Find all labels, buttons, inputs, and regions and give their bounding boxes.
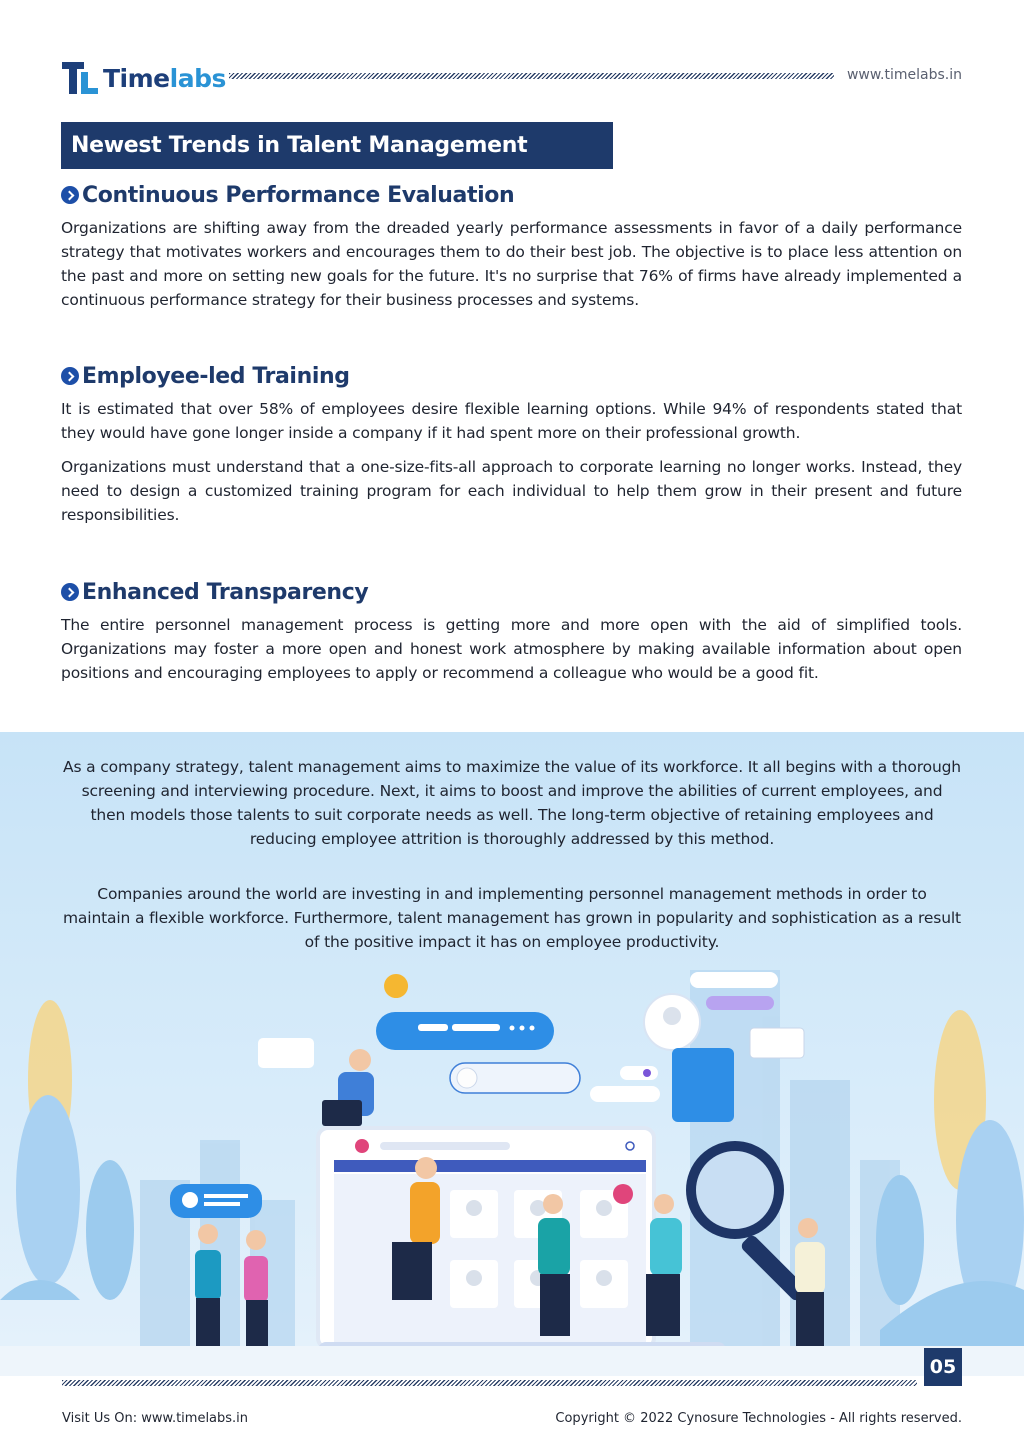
section-heading [61, 180, 962, 210]
illustration-floor [0, 1346, 1024, 1376]
section-heading [61, 361, 962, 391]
section-enhanced-transparency [61, 577, 962, 685]
section-paragraph: Organizations must understand that a one-size-fits-all approach to corporate learning no longer works. Instead, they need to design a customized training program for each individual to help them grow in their present and future responsibilities. [61, 458, 962, 524]
footer-visit-link[interactable]: Visit Us On: www.timelabs.in [62, 1411, 249, 1426]
section-title: Enhanced Transparency [82, 579, 369, 605]
page-title: Newest Trends in Talent Management [61, 122, 613, 169]
section-paragraph: Organizations are shifting away from the dreaded yearly performance assessments in favor of a daily performance strategy that motivates workers and encourages them to do their best job. The objective is to place less attention on the past and more on setting new goals for the future. It's no surprise that 76% of firms have already implemented a continuous performance strategy for their business processes and systems. [61, 219, 962, 309]
section-heading [61, 577, 962, 607]
footer-copyright: Copyright © 2022 Cynosure Technologies - All rights reserved. [555, 1411, 962, 1426]
highlight-paragraph-2: Companies around the world are investing in and implementing personnel management methods in order to maintain a flexible workforce. Furthermore, talent management has grown in popularity and sophistication as a result of the positive impact it has on employee productivity. [62, 885, 961, 951]
section-paragraph: The entire personnel management process is getting more and more open with the aid of simplified tools. Organizations may foster a more open and honest work atmosphere by making available information about open positions and encouraging employees to apply or recommend a colleague who would be a good fit. [61, 616, 962, 682]
page-number: 05 [924, 1348, 962, 1386]
header-website-link[interactable]: www.timelabs.in [846, 67, 962, 83]
highlight-paragraph-1: As a company strategy, talent management aims to maximize the value of its workforce. It all begins with a thorough screening and interviewing procedure. Next, it aims to boost and improve the abilities of current employees, and then models those talents to suit corporate needs as well. The long-term objective of retaining employees and reducing employee attrition is thoroughly addressed by this method. [63, 758, 961, 848]
section-title: Employee-led Training [82, 363, 350, 389]
section-paragraph: It is estimated that over 58% of employees desire flexible learning options. While 94% of respondents stated that they would have gone longer inside a company if it had spent more on their professional growth. [61, 400, 962, 442]
section-employee-led-training [61, 361, 962, 527]
timelabs-logo [62, 60, 226, 96]
footer-divider [62, 1380, 917, 1386]
logo-text-time: Time [103, 63, 170, 93]
section-title: Continuous Performance Evaluation [82, 182, 515, 208]
talent-management-illustration [0, 960, 1024, 1375]
timelabs-logo-icon [62, 60, 100, 96]
section-continuous-performance [61, 180, 962, 312]
logo-wordmark [103, 64, 226, 93]
chevron-right-icon [61, 583, 79, 601]
header-divider [229, 73, 834, 79]
logo-text-labs: labs [169, 63, 226, 93]
chevron-right-icon [61, 186, 79, 204]
chevron-right-icon [61, 367, 79, 385]
